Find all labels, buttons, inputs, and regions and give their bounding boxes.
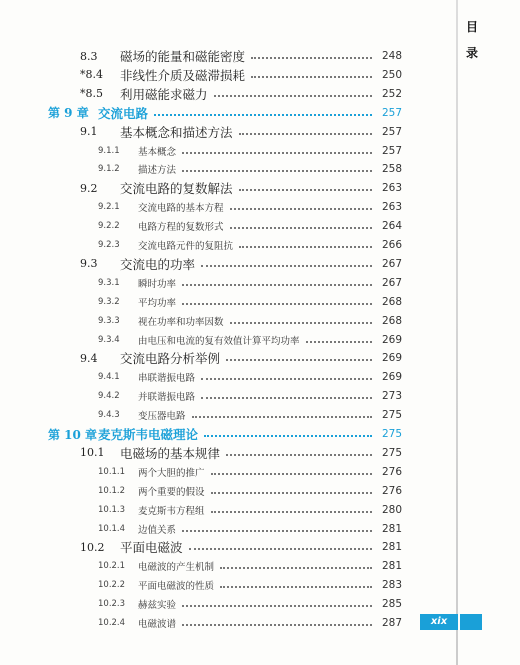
toc-page-number: 273: [381, 390, 402, 403]
toc-title: 赫兹实验: [138, 600, 177, 612]
toc-number: 10.2.2: [98, 580, 126, 591]
toc-number: 10.2.3: [98, 599, 126, 610]
dot-leader: [220, 586, 372, 588]
toc-page-number: 258: [381, 163, 402, 176]
toc-page-number: 281: [381, 560, 402, 573]
toc-subsection-row[interactable]: [0, 405, 456, 425]
toc-subsection-row[interactable]: [0, 197, 456, 217]
dot-leader: [182, 170, 372, 172]
toc-subsection-row[interactable]: [0, 367, 456, 387]
dot-leader: [214, 95, 372, 97]
toc-subsection-row[interactable]: [0, 216, 456, 236]
dot-leader: [182, 152, 372, 154]
dot-leader: [230, 322, 372, 324]
toc-section-row[interactable]: [0, 537, 456, 557]
toc-subsection-row[interactable]: [0, 556, 456, 576]
toc-subsection-row[interactable]: [0, 613, 456, 633]
toc-page-number: 263: [381, 201, 402, 214]
toc-page-number: 264: [381, 220, 402, 233]
toc-number: 10.1: [80, 446, 105, 460]
dot-leader: [192, 416, 372, 418]
toc-title: 电磁波的产生机制: [138, 562, 215, 574]
toc-page-number: 276: [381, 484, 402, 497]
toc-number: 9.1.1: [98, 145, 120, 156]
toc-subsection-row[interactable]: [0, 273, 456, 293]
toc-number: 10.1.1: [98, 466, 126, 477]
toc-section-row[interactable]: [0, 122, 456, 142]
dot-leader: [182, 530, 372, 532]
toc-title: 利用磁能求磁力: [120, 86, 208, 102]
dot-leader: [182, 303, 372, 305]
toc-page-number: 263: [381, 182, 402, 195]
toc-title: 交流电路的复数解法: [120, 181, 233, 197]
dot-leader: [226, 454, 372, 456]
toc-page-number: 281: [381, 522, 402, 535]
dot-leader: [239, 189, 372, 191]
toc-subsection-row[interactable]: [0, 141, 456, 161]
dot-leader: [154, 114, 372, 116]
toc-page-number: 275: [381, 446, 402, 459]
toc-title: 交流电路分析举例: [120, 351, 221, 367]
toc-title: 交流电的功率: [120, 256, 196, 272]
toc-section-row[interactable]: [0, 443, 456, 463]
toc-subsection-row[interactable]: [0, 575, 456, 595]
toc-number: 8.3: [80, 49, 98, 63]
toc-subsection-row[interactable]: [0, 311, 456, 331]
toc-page-number: 269: [381, 371, 402, 384]
dot-leader: [251, 76, 372, 78]
toc-subsection-row[interactable]: [0, 330, 456, 350]
toc-title: 麦克斯韦方程组: [138, 505, 205, 517]
toc-page-number: 248: [381, 50, 402, 62]
dot-leader: [182, 284, 372, 286]
toc-page-number: 268: [381, 295, 402, 308]
toc-title: 边值关系: [138, 524, 177, 536]
dot-leader: [211, 492, 372, 494]
dot-leader: [230, 208, 372, 210]
dot-leader: [211, 511, 372, 513]
toc-title: 两个重要的假设: [138, 486, 205, 498]
toc-section-row[interactable]: [0, 254, 456, 274]
toc-number: 9.3.1: [98, 277, 120, 288]
dot-leader: [230, 227, 372, 229]
toc-title: 电路方程的复数形式: [138, 222, 224, 234]
toc-number: 9.4.3: [98, 410, 120, 421]
toc-title: 平面电磁波: [120, 540, 183, 556]
side-tab: [462, 14, 482, 66]
toc-page-number: 252: [381, 87, 402, 100]
toc-number: 9.2.3: [98, 240, 120, 250]
dot-leader: [251, 57, 372, 59]
toc-page-number: 269: [381, 352, 402, 365]
toc-page-number: 275: [381, 409, 402, 422]
toc-title: 串联谐振电路: [138, 373, 196, 385]
toc-page-number: 267: [381, 276, 402, 289]
toc-page-number: 285: [381, 598, 402, 611]
toc-page-number: 283: [381, 579, 402, 592]
toc-number: *8.5: [80, 87, 103, 101]
toc-number: 10.2: [80, 540, 105, 554]
toc-number: 9.2.2: [98, 221, 120, 232]
toc-title: 视在功率和功率因数: [138, 316, 224, 328]
toc-title: 磁场的能量和磁能密度: [120, 49, 246, 64]
toc-page-number: 266: [381, 239, 402, 251]
toc-title: 变压器电路: [138, 411, 186, 423]
toc-subsection-row[interactable]: [0, 519, 456, 539]
dot-leader: [204, 435, 372, 437]
dot-leader: [211, 473, 372, 475]
toc-subsection-row[interactable]: [0, 462, 456, 482]
toc-number: 10.2.1: [98, 561, 126, 572]
toc-title: 交流电路的基本方程: [138, 203, 224, 215]
toc-number: 9.2.1: [98, 202, 120, 213]
toc-number: 9.4: [80, 351, 98, 365]
toc-section-row[interactable]: [0, 178, 456, 198]
toc-number: 9.4.1: [98, 372, 120, 383]
dot-leader: [201, 378, 372, 380]
toc-subsection-row[interactable]: [0, 500, 456, 520]
toc-title: 由电压和电流的复有效值计算平均功率: [138, 335, 300, 347]
toc-section-row[interactable]: [0, 348, 456, 368]
toc-subsection-row[interactable]: [0, 235, 456, 255]
toc-page-number: 268: [381, 314, 402, 327]
toc-number: 9.1.2: [98, 164, 120, 175]
dot-leader: [189, 548, 372, 550]
toc-number: 9.3.2: [98, 296, 120, 307]
toc-title: 瞬时功率: [138, 278, 177, 290]
toc-page-number: 281: [381, 541, 402, 554]
toc-page-number: 257: [381, 106, 402, 119]
toc-title: 交流电路元件的复阻抗: [138, 241, 234, 252]
page-number-badge: xix: [420, 614, 458, 630]
page-badge-tail: [460, 614, 482, 630]
dot-leader: [201, 265, 372, 267]
toc-number: *8.4: [80, 68, 103, 82]
toc-title: 两个大胆的推广: [138, 467, 205, 479]
toc-page-number: 257: [381, 125, 402, 138]
toc-number: 第 10 章: [48, 427, 98, 442]
dot-leader: [239, 133, 372, 135]
toc-number: 第 9 章: [48, 106, 89, 121]
toc-title: 非线性介质及磁滞损耗: [120, 67, 246, 83]
toc-number: 9.4.2: [98, 391, 120, 402]
dot-leader: [201, 397, 372, 399]
dot-leader: [182, 605, 372, 607]
toc-number: 10.1.2: [98, 485, 126, 496]
toc-title: 电磁场的基本规律: [120, 445, 221, 461]
toc-number: 10.1.4: [98, 523, 126, 534]
dot-leader: [239, 246, 372, 248]
toc-title: 基本概念和描述方法: [120, 124, 233, 140]
toc-title: 描述方法: [138, 165, 177, 177]
toc-page-number: 269: [381, 333, 402, 346]
toc-page-number: 257: [381, 144, 402, 157]
toc-number: 9.1: [80, 125, 98, 139]
toc-title: 基本概念: [138, 146, 177, 158]
toc-title: 电磁波谱: [138, 619, 177, 630]
dot-leader: [182, 624, 372, 626]
toc-number: 10.1.3: [98, 504, 126, 515]
page-spine: [456, 0, 458, 665]
toc-subsection-row[interactable]: [0, 292, 456, 312]
toc-title: 平均功率: [138, 297, 177, 309]
toc-chapter-row[interactable]: [0, 103, 456, 123]
toc-page-number: 250: [381, 68, 402, 81]
toc-title: 并联谐振电路: [138, 392, 196, 404]
dot-leader: [226, 359, 372, 361]
toc-page-number: 275: [381, 428, 402, 440]
toc-chapter-row[interactable]: [0, 424, 456, 444]
toc-number: 10.2.4: [98, 618, 126, 628]
side-tab-char: 录: [465, 46, 478, 60]
toc-page-number: 287: [381, 617, 402, 629]
toc-title: 平面电磁波的性质: [138, 581, 215, 593]
toc-subsection-row[interactable]: [0, 386, 456, 406]
toc-number: 9.2: [80, 181, 98, 195]
dot-leader: [306, 341, 372, 343]
toc-number: 9.3.4: [98, 334, 120, 345]
toc-subsection-row[interactable]: [0, 159, 456, 179]
toc-subsection-row[interactable]: [0, 481, 456, 501]
toc-page-number: 267: [381, 257, 402, 270]
toc-page-number: 276: [381, 465, 402, 478]
toc-number: 9.3: [80, 257, 98, 271]
toc-number: 9.3.3: [98, 315, 120, 326]
toc-section-row[interactable]: [0, 46, 456, 66]
toc-section-row[interactable]: [0, 65, 456, 85]
toc-subsection-row[interactable]: [0, 594, 456, 614]
toc-page-number: 280: [381, 503, 402, 516]
toc-title: 麦克斯韦电磁理论: [98, 427, 199, 442]
toc-title: 交流电路: [98, 105, 149, 121]
dot-leader: [220, 567, 372, 569]
side-tab-char: 目: [465, 20, 478, 34]
toc-section-row[interactable]: [0, 84, 456, 104]
